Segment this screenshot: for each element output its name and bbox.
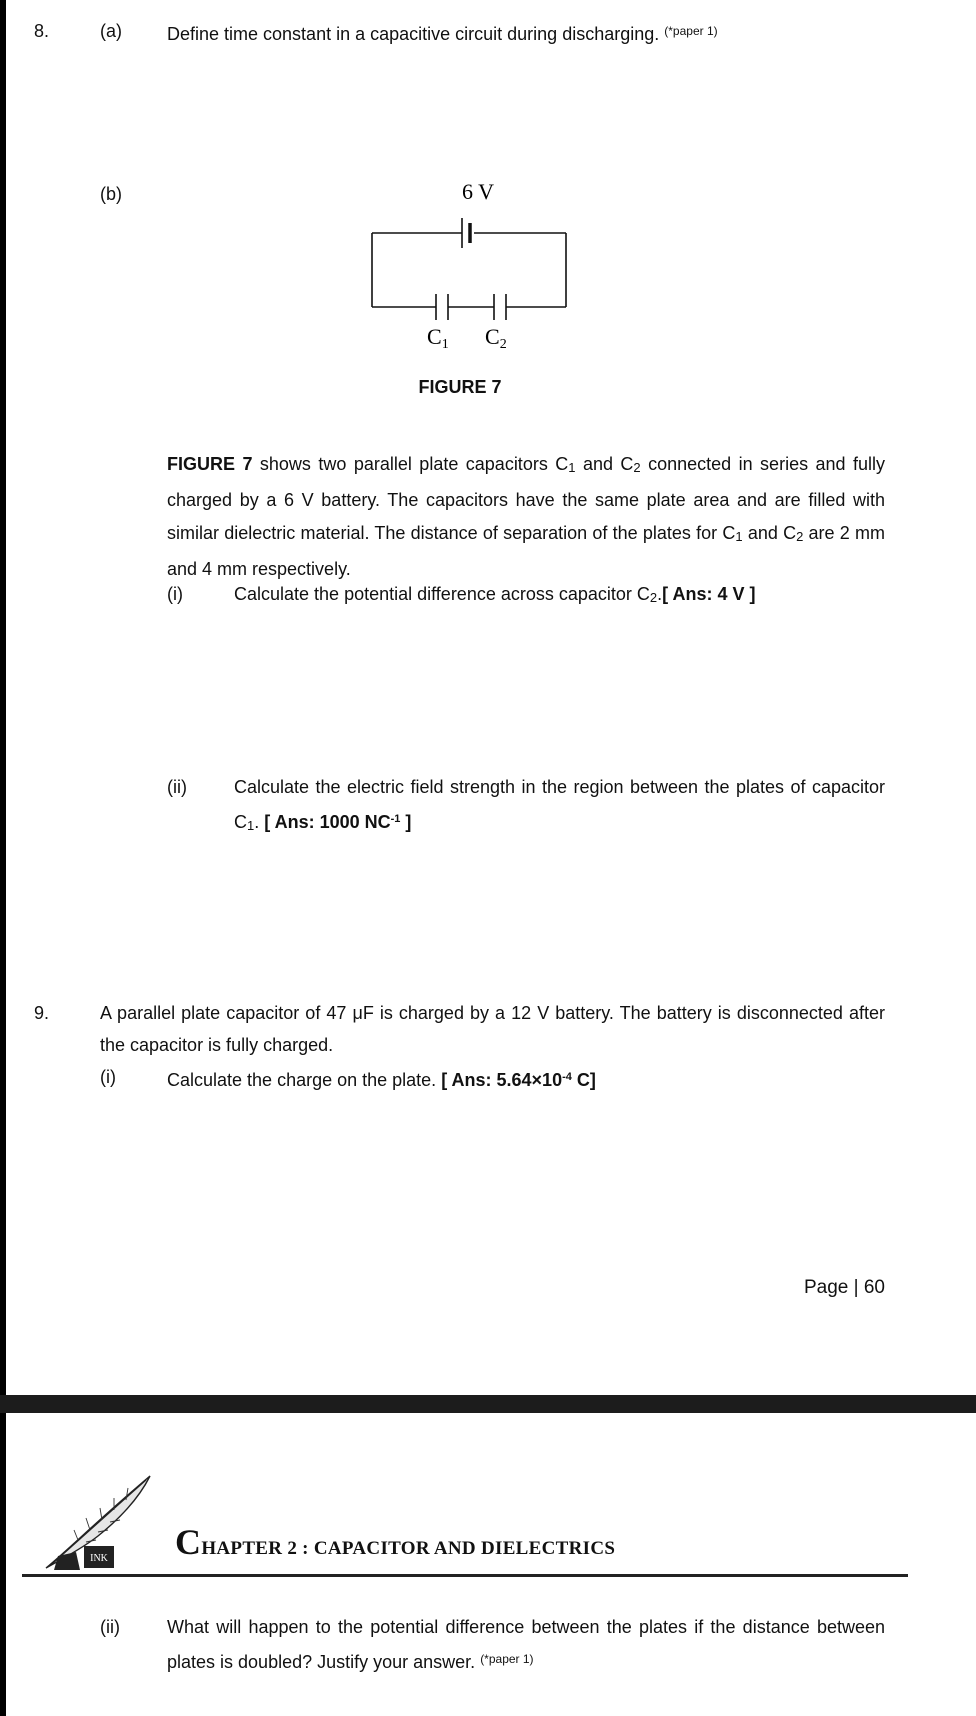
q9ii-text: What will happen to the potential difference between the plates if the distance between plates is doubled? Justify your answer. $^{(*paper 1)}$ [167,1617,885,1673]
q9i-text: Calculate the charge on the plate. [ Ans: $5.64\times 10^{-4}$ C] [167,1070,596,1090]
c2-label: C2 [485,324,507,352]
q8bi-answer: [ Ans: 4 V ] [662,584,756,604]
q9i-answer: [ Ans: $5.64\times 10^{-4}$ C] [441,1070,596,1090]
quill-ink-logo [38,1470,158,1572]
logo-ink-text: INK [90,1553,108,1564]
q9ii-paper-note: (*paper 1) [480,1652,534,1667]
q8a-label: (a) [100,21,122,41]
capacitor-c1-symbol [436,294,448,320]
circuit-wires [372,233,566,307]
q8-number: 8. [34,21,50,41]
battery-label: 6 V [462,179,494,204]
q8bii-answer: [ Ans: 1000 $NC^{-1}$ ] [264,812,412,833]
q9ii-label: (ii) [100,1617,120,1637]
q8b-description: FIGURE 7 shows two parallel plate capacitors C1 and C2 connected in series and fully charged by a 6 V battery. The capacitors have the same plate area and are filled with similar dielectric material. The distance of separation of the plates for C1 and C2 are 2 mm and 4 mm respectively. [167,454,886,580]
page-separator [0,1395,976,1413]
q8a-text [167,15,718,50]
q8bii-label: (ii) [167,777,187,797]
q8bi-text: Calculate the potential difference across capacitor C2.[ Ans: 4 V ] [234,584,756,605]
page-number: Page | 60 [804,1277,886,1298]
q8bii-text: Calculate the electric field strength in the region between the plates of capacitor C1. [ Ans: 1000 $NC^{-1}$ ] [234,777,885,834]
q9-number: 9. [34,1003,50,1023]
capacitor-c2-symbol [494,294,506,320]
left-scan-edge [0,0,6,1716]
c1-label: C1 [427,324,449,352]
q8a-question: Define time constant in a capacitive circuit during discharging. [167,24,660,44]
q9i-label: (i) [100,1067,116,1087]
figure-7-circuit [350,170,590,360]
q8a-paper-note: (*paper 1) [664,24,718,38]
battery-symbol [462,218,470,248]
q9-text: A parallel plate capacitor of 47 μF is charged by a 12 V battery. The battery is disconnected after the capacitor is fully charged. [100,1003,885,1056]
figure-caption: FIGURE 7 [418,377,502,397]
chapter-title: CHAPTER 2 : CAPACITOR AND DIELECTRICS [175,1522,616,1562]
q8bi-label: (i) [167,584,183,604]
q8b-label: (b) [100,184,122,204]
chapter-rule [22,1574,908,1577]
